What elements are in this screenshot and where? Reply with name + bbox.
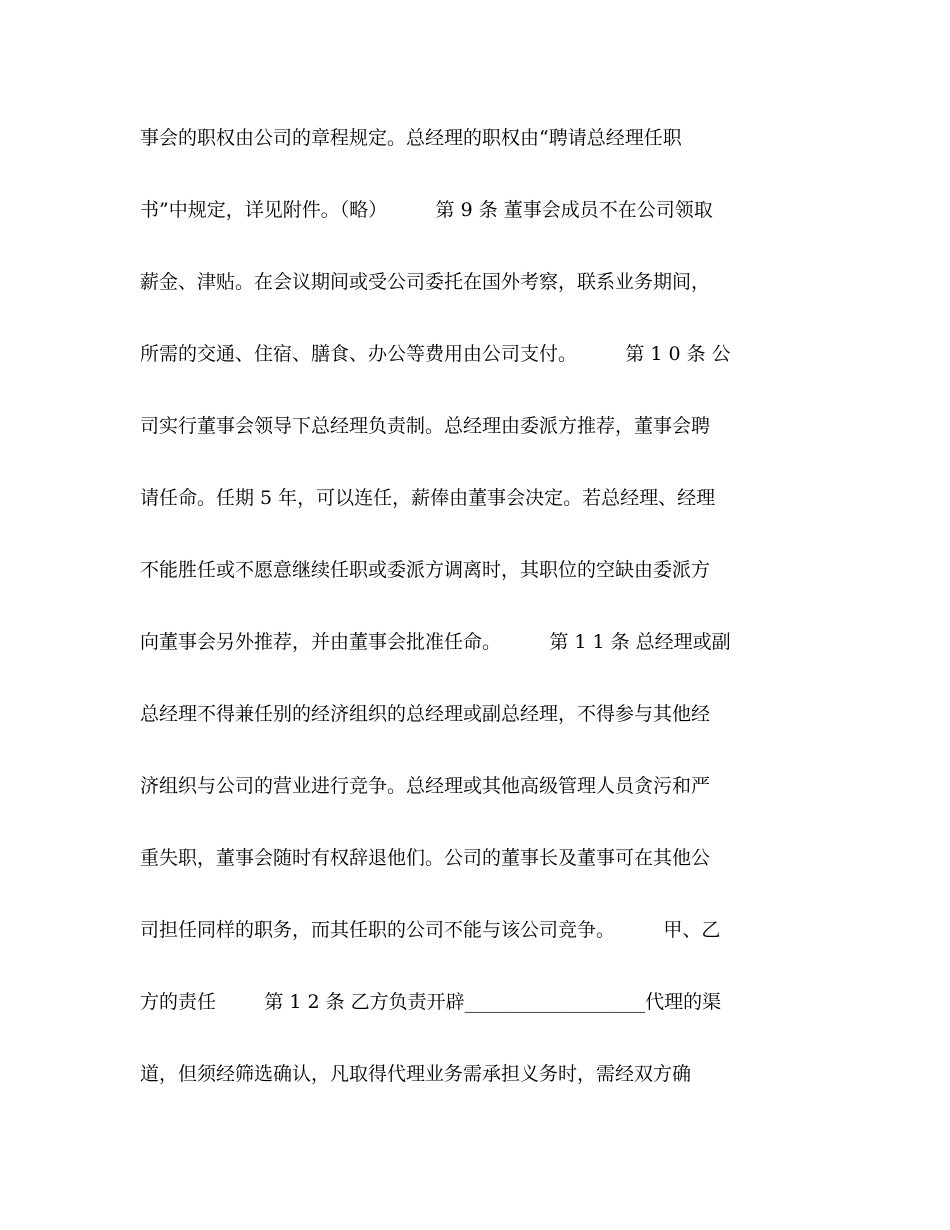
text-line: 司实行董事会领导下总经理负责制。总经理由委派方推荐，董事会聘	[140, 415, 711, 437]
text-line: 总经理不得兼任别的经济组织的总经理或副总经理，不得参与其他经	[140, 703, 711, 725]
text-line: 不能胜任或不愿意继续任职或委派方调离时，其职位的空缺由委派方	[140, 559, 711, 581]
text-line: 济组织与公司的营业进行竞争。总经理或其他高级管理人员贪污和严	[140, 775, 711, 797]
text-line: 薪金、津贴。在会议期间或受公司委托在国外考察，联系业务期间，	[140, 271, 711, 293]
text-line: 向董事会另外推荐，并由董事会批准任命。 第 1 1 条 总经理或副	[140, 631, 731, 653]
text-line: 司担任同样的职务，而其任职的公司不能与该公司竞争。 甲、乙	[140, 919, 721, 941]
text-line: 事会的职权由公司的章程规定。总经理的职权由“聘请总经理任职	[140, 127, 682, 149]
text-line: 所需的交通、住宿、膳食、办公等费用由公司支付。 第 1 0 条 公	[140, 343, 731, 365]
text-line: 道，但须经筛选确认，凡取得代理业务需承担义务时，需经双方确	[140, 1063, 692, 1085]
text-line: 重失职，董事会随时有权辞退他们。公司的董事长及董事可在其他公	[140, 847, 711, 869]
text-line: 请任命。任期 5 年，可以连任，薪俸由董事会决定。若总经理、经理	[140, 487, 716, 509]
text-line: 方的责任 第 1 2 条 乙方负责开辟___________________代理的渠	[140, 991, 722, 1013]
body-text	[140, 120, 820, 1128]
text-line: 书”中规定，详见附件。（略） 第 9 条 董事会成员不在公司领取	[140, 199, 713, 221]
